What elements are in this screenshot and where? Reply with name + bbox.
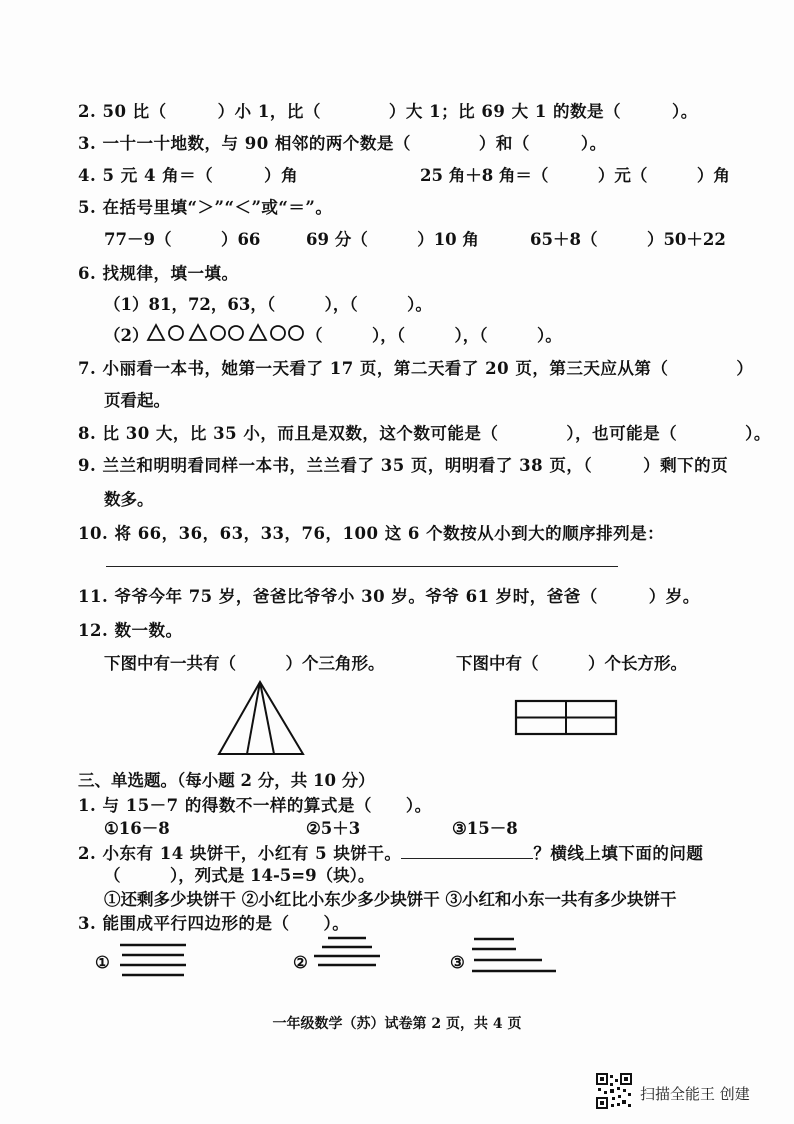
question-2-options: ①还剩多少块饼干 ②小红比小东少多少块饼干 ③小红和小东一共有多少块饼干 xyxy=(104,890,677,909)
question-6-2-blanks: （ ），（ ），（ ）。 xyxy=(306,326,562,345)
triangle-figure xyxy=(216,680,306,756)
circle-shape xyxy=(211,326,225,340)
question-2-tail: ？横线上填下面的问题 xyxy=(533,844,704,863)
sticks-figure-3 xyxy=(468,934,560,978)
circle-shape xyxy=(169,326,183,340)
question-4a: 4. 5 元 4 角＝（ ）角 xyxy=(78,166,299,185)
question-6-2-label: （2） xyxy=(104,326,149,345)
section-3-question-1: 1. 与 15－7 的得数不一样的算式是（ ）。 xyxy=(78,796,432,815)
question-9a: 9. 兰兰和明明看同样一本书，兰兰看了 35 页，明明看了 38 页，（ ）剩下的页 xyxy=(78,456,729,475)
rectangle-figure xyxy=(512,698,620,738)
question-8: 8. 比 30 大，比 35 小，而且是双数，这个数可能是（ ），也可能是（ ）。 xyxy=(78,424,771,443)
question-5a: 77－9（ ）66 xyxy=(104,230,261,249)
option-1-1: ①16－8 xyxy=(104,819,170,838)
section-3-title: 三、单选题。（每小题 2 分，共 10 分） xyxy=(78,771,375,790)
question-5b: 69 分（ ）10 角 xyxy=(306,230,479,249)
circle-shape xyxy=(271,326,285,340)
question-12: 12. 数一数。 xyxy=(78,621,183,640)
question-6-1: （1）81，72，63，（ ），（ ）。 xyxy=(104,295,432,314)
section-3-question-2 xyxy=(78,840,703,864)
question-3: 3. 一十一十地数，与 90 相邻的两个数是（ ）和（ ）。 xyxy=(78,134,607,153)
question-6: 6. 找规律，填一填。 xyxy=(78,264,239,283)
circle-shape xyxy=(289,326,303,340)
question-2-line2: （ ），列式是 14-5=9（块）。 xyxy=(104,866,375,885)
question-5: 5. 在括号里填“＞”“＜”或“＝”。 xyxy=(78,198,333,217)
qr-code-icon xyxy=(596,1073,632,1109)
question-11: 11. 爷爷今年 75 岁，爸爸比爷爷小 30 岁。爷爷 61 岁时，爸爸（ ）岁。 xyxy=(78,587,700,606)
option-3-1: ① xyxy=(95,953,110,972)
scanner-watermark: 扫描全能王 创建 xyxy=(640,1085,750,1103)
question-10: 10. 将 66，36，63，33，76，100 这 6 个数按从小到大的顺序排列是： xyxy=(78,524,665,543)
question-2: 2. 50 比（ ）小 1，比（ ）大 1；比 69 大 1 的数是（ ）。 xyxy=(78,102,698,121)
shape-pattern xyxy=(146,321,306,343)
triangle-shape xyxy=(148,325,164,340)
question-12a: 下图中有一共有（ ）个三角形。 xyxy=(104,654,385,673)
question-12b: 下图中有（ ）个长方形。 xyxy=(456,654,687,673)
question-2-text: 2. 小东有 14 块饼干，小红有 5 块饼干。 xyxy=(78,844,402,863)
question-blank-line xyxy=(401,844,533,859)
question-5c: 65＋8（ ）50＋22 xyxy=(530,230,726,249)
triangle-shape xyxy=(250,325,266,340)
option-3-3: ③ xyxy=(450,953,465,972)
sticks-figure-1 xyxy=(116,940,190,980)
option-3-2: ② xyxy=(293,953,308,972)
page-footer: 一年级数学（苏）试卷第 2 页，共 4 页 xyxy=(272,1016,522,1032)
sticks-figure-2 xyxy=(310,934,384,974)
question-9b: 数多。 xyxy=(104,490,154,509)
option-1-3: ③15－8 xyxy=(452,819,518,838)
circle-shape xyxy=(229,326,243,340)
question-6-2 xyxy=(104,322,148,346)
section-3-question-3: 3. 能围成平行四边形的是（ ）。 xyxy=(78,914,350,933)
question-7b: 页看起。 xyxy=(104,391,170,410)
question-4b: 25 角＋8 角＝（ ）元（ ）角 xyxy=(420,166,730,185)
triangle-shape xyxy=(190,325,206,340)
option-1-2: ②5＋3 xyxy=(306,819,361,838)
question-7a: 7. 小丽看一本书，她第一天看了 17 页，第二天看了 20 页，第三天应从第（ ） xyxy=(78,359,754,378)
answer-line xyxy=(106,566,618,567)
